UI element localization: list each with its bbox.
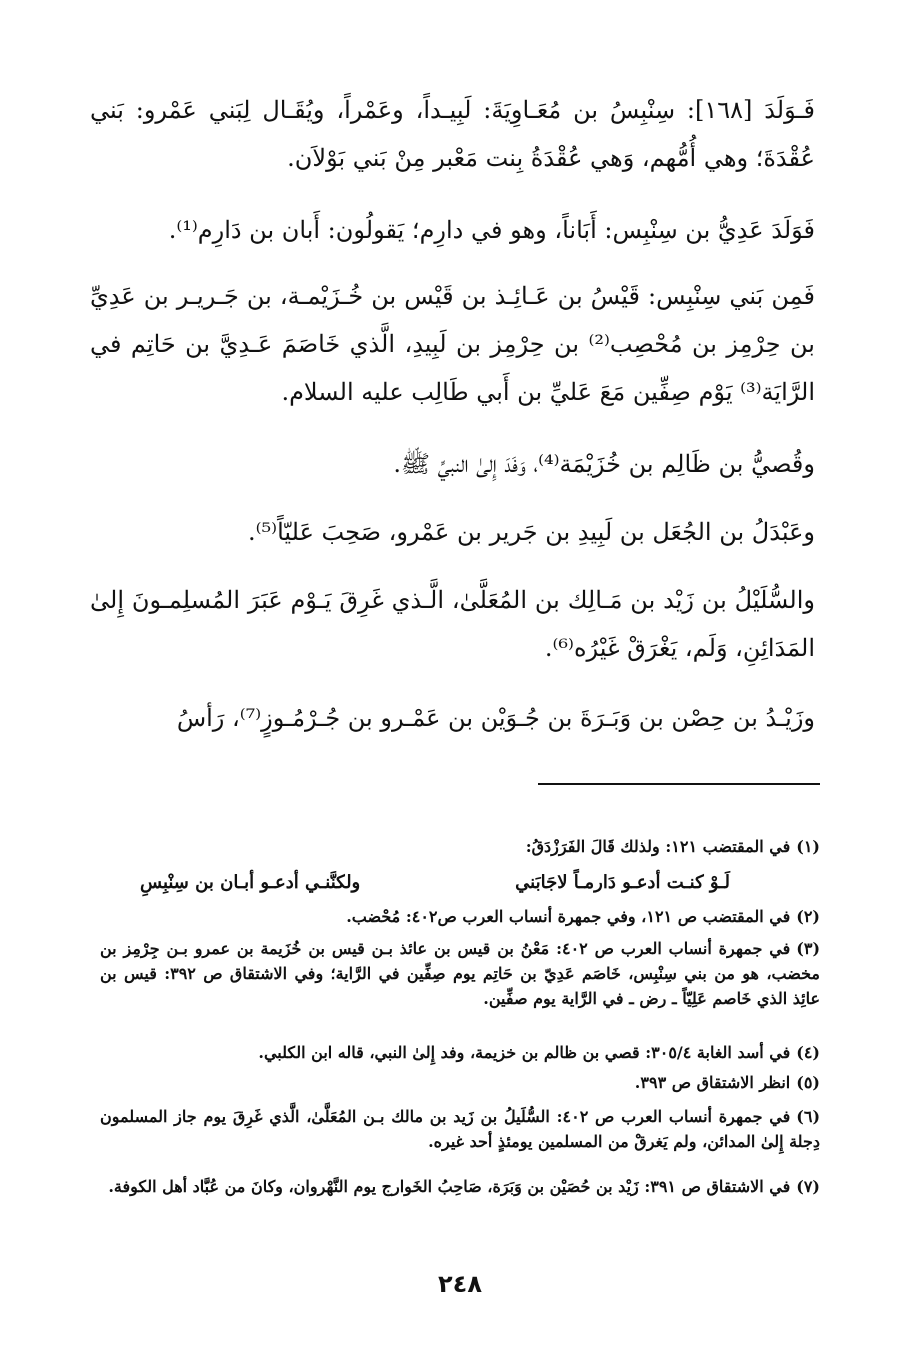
footnote-text: في الاشتقاق ص ٣٩١: زَيْد بن حُصَيْن بن وَبَرَة، صَاحِبُ الخَوارج يوم النَّهْروان، وكانَ من عُبَّاد أهل الكوفة. <box>108 1177 791 1196</box>
footnote-text: في المقتضب ١٢١: ولذلك قَالَ الفَرَزْدَقُ: <box>525 837 791 856</box>
footnote-3 <box>100 936 820 1011</box>
footnote-text: في جمهرة أنساب العرب ص ٤٠٢: مَعْنُ بن قيس بن عائذ بـن قيس بن خُزَيمة بن عمرو بـن جِرْمِز بن مخضب، هو من بني سِنْبِس، خَاصَم عَدِيّ بن حَاتِم يوم صِفِّين في الرَّاية؛ وفي الاشتقاق ص ٣٩٢: قيس بن عائِذ الذي خَاصم عَلِيّاً ـ رض ـ في الرَّاية يوم صفِّين. <box>100 939 820 1008</box>
footnote-number: (١) <box>796 837 820 856</box>
footnote-6 <box>100 1104 820 1154</box>
footnote-text: في أسد الغابة ٣٠٥/٤: قصي بن ظالم بن خزيمة، وفد إِلىٰ النبي، قاله ابن الكلبي. <box>258 1043 791 1062</box>
footnote-2 <box>100 904 820 929</box>
footnote-verse <box>140 870 730 896</box>
footnote-number: (٧) <box>796 1177 820 1196</box>
footnote-number: (٤) <box>796 1043 820 1062</box>
footnote-text: في جمهرة أنساب العرب ص ٤٠٢: السُّلَيلُ بن زَيد بن مالك بـن المُعَلَّىٰ، الَّذي غَرِقَ يوم جاز المسلمون دِجلة إِلىٰ المدائن، ولم يَغرقْ من المسلمين يومئذٍ أحد غيره. <box>100 1107 820 1151</box>
footnote-text: في المقتضب ص ١٢١، وفي جمهرة أنساب العرب ص٤٠٢: مُحْضب. <box>346 907 791 926</box>
paragraph-6: والسُّلَيْلُ بن زَيْد بن مَـالِك بن المُعَلَّىٰ، الَّـذي غَرِقَ يَـوْم عَبَرَ المُسلِمـونَ إِلىٰ المَدَائِنِ، وَلَم، يَغْرَقْ غَيْرُه⁽⁶⁾. <box>90 586 815 662</box>
paragraph-1: فَـوَلَدَ [١٦٨]: سِنْبِسُ بن مُعَـاوِيَةَ: لَبِيـداً، وعَمْراً، ويُقَـال لِبَني عَمْرو: بَني عُقْدَةَ؛ وهي أُمُّهم، وَهي عُقْدَةُ بِنت مَعْبر مِنْ بَني بَوْلاَن. <box>90 96 815 172</box>
verse-second-hemistich: ولكنَّنـي أدعـو أبـان بن سِنْبِسِ <box>140 872 361 893</box>
footnote-number: (٦) <box>796 1107 821 1126</box>
footnote-7 <box>100 1174 820 1199</box>
paragraph-2: فَوَلَدَ عَدِيُّ بن سِنْبِس: أَبَاناً، وهو في دارِم؛ يَقولُون: أَبان بن دَارِم⁽¹⁾. <box>168 216 815 244</box>
verse-first-hemistich: لَـوْ كنـت أدعـو دَارمـاً لاجَابَني <box>515 872 730 893</box>
footnote-1 <box>100 834 820 859</box>
footnote-number: (٢) <box>796 907 820 926</box>
paragraph-4: وقُصيُّ بن ظَالِم بن خُزَيْمَة⁽⁴⁾، وَفَدَ إِلىٰ النبيِّ ﷺ. <box>393 450 815 478</box>
footnote-5 <box>100 1070 820 1095</box>
paragraph-5: وعَبْدَلُ بن الجُعَل بن لَبِيدِ بن جَرير بن عَمْرو، صَحِبَ عَليّاً⁽⁵⁾. <box>248 518 815 546</box>
paragraph-3: فَمِن بَني سِنْبِس: قَيْسُ بن عَـائِـذ بن قَيْس بن خُـزَيْمـة، بن جَـريـر بن عَدِيِّ بن حِرْمِز بن مُحْصِب⁽²⁾ بن حِرْمِز بن لَبِيدِ، الَّذي خَاصَمَ عَـدِيَّ بن حَاتِم في الرَّايَة⁽³⁾ يَوْم صِفِّين مَعَ عَليِّ بن أَبي طَالِب عليه السلام. <box>90 282 815 406</box>
footnote-divider <box>538 783 820 785</box>
paragraph-7: وزَيْـدُ بن حِصْن بن وَبَـرَةَ بن جُـوَيْن بن عَمْـرو بن جُـرْمُـوزٍ⁽⁷⁾، رَأسُ <box>176 704 815 732</box>
footnote-number: (٥) <box>796 1073 820 1092</box>
footnote-text: انظر الاشتقاق ص ٣٩٣. <box>634 1073 791 1092</box>
footnote-4 <box>100 1040 820 1065</box>
page-number: ٢٤٨ <box>438 1270 482 1298</box>
footnote-number: (٣) <box>796 939 821 958</box>
